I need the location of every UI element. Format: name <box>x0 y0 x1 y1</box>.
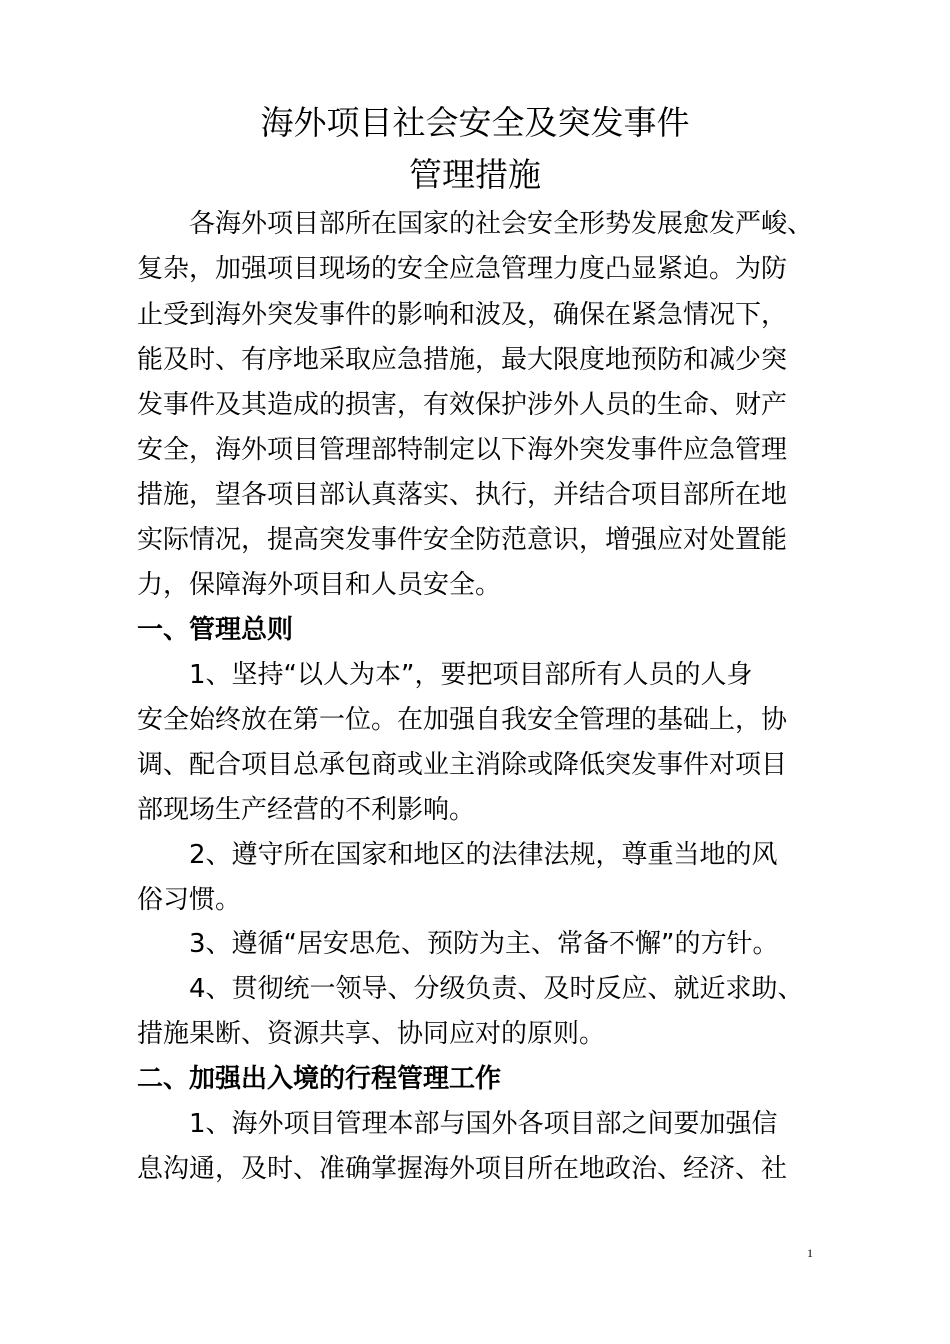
body-text-line: 1、海外项目管理本部与国外各项目部之间要加强信 <box>189 1109 778 1139</box>
body-text-line: 各海外项目部所在国家的社会安全形势发展愈发严峻、 <box>189 209 814 239</box>
document-title-line-1: 海外项目社会安全及突发事件 <box>260 103 690 142</box>
document-title-line-2: 管理措施 <box>409 155 541 194</box>
body-text-line: 部现场生产经营的不利影响。 <box>137 795 476 825</box>
body-text-line: 调、配合项目总承包商或业主消除或降低突发事件对项目 <box>137 750 788 780</box>
body-text-line: 1、坚持“以人为本”，要把项目部所有人员的人身 <box>189 660 753 690</box>
body-text-line: 复杂，加强项目现场的安全应急管理力度凸显紧迫。为防 <box>137 254 788 284</box>
body-text-line: 4、贯彻统一领导、分级负责、及时反应、就近求助、 <box>189 974 804 1004</box>
body-text-line: 俗习惯。 <box>137 885 242 915</box>
section-heading-2: 二、加强出入境的行程管理工作 <box>137 1064 502 1094</box>
body-text-line: 能及时、有序地采取应急措施，最大限度地预防和减少突 <box>137 345 788 375</box>
page-number: 1 <box>807 1246 813 1260</box>
body-text-line: 措施果断、资源共享、协同应对的原则。 <box>137 1019 606 1049</box>
body-text-line: 发事件及其造成的损害，有效保护涉外人员的生命、财产 <box>137 390 788 420</box>
body-text-line: 安全，海外项目管理部特制定以下海外突发事件应急管理 <box>137 435 788 465</box>
section-heading-1: 一、管理总则 <box>137 615 294 645</box>
body-text-line: 措施，望各项目部认真落实、执行，并结合项目部所在地 <box>137 480 788 510</box>
body-text-line: 2、遵守所在国家和地区的法律法规，尊重当地的风 <box>189 840 778 870</box>
body-text-line: 3、遵循“居安思危、预防为主、常备不懈”的方针。 <box>189 929 779 959</box>
body-text-line: 力，保障海外项目和人员安全。 <box>137 570 502 600</box>
body-text-line: 实际情况，提高突发事件安全防范意识，增强应对处置能 <box>137 525 788 555</box>
body-text-line: 息沟通，及时、准确掌握海外项目所在地政治、经济、社 <box>137 1154 788 1184</box>
body-text-line: 止受到海外突发事件的影响和波及，确保在紧急情况下， <box>137 300 788 330</box>
body-text-line: 安全始终放在第一位。在加强自我安全管理的基础上，协 <box>137 705 788 735</box>
